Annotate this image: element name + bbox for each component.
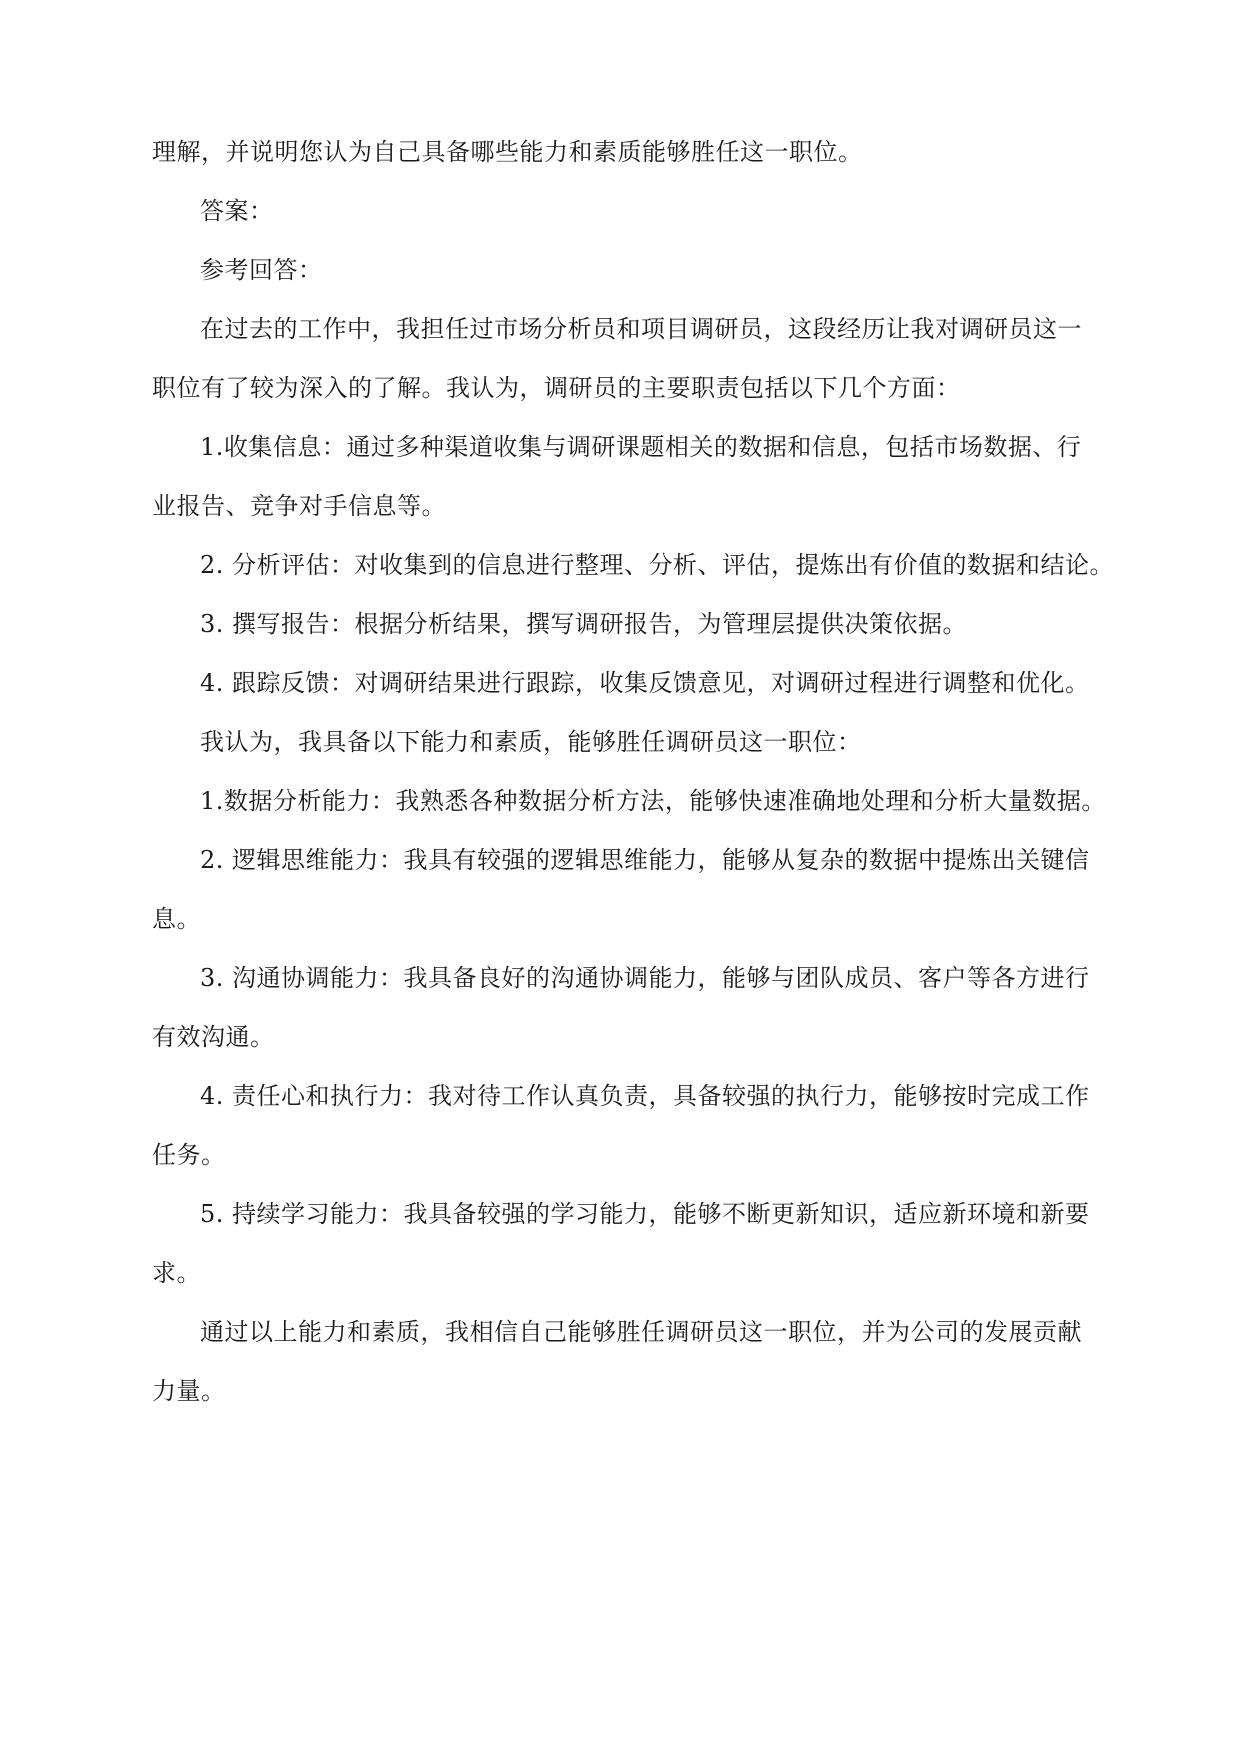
text-line: 3. 沟通协调能力：我具备良好的沟通协调能力，能够与团队成员、客户等各方进行 bbox=[200, 964, 1090, 992]
text-line: 4. 责任心和执行力：我对待工作认真负责，具备较强的执行力，能够按时完成工作 bbox=[200, 1082, 1090, 1110]
text-line: 在过去的工作中，我担任过市场分析员和项目调研员，这段经历让我对调研员这一 bbox=[200, 315, 1082, 343]
text-line: 任务。 bbox=[152, 1141, 226, 1169]
text-line: 1.数据分析能力：我熟悉各种数据分析方法，能够快速准确地处理和分析大量数据。 bbox=[200, 787, 1106, 815]
text-line: 答案： bbox=[200, 197, 274, 225]
text-line: 有效沟通。 bbox=[152, 1023, 275, 1051]
text-line: 求。 bbox=[152, 1259, 201, 1287]
text-line: 4. 跟踪反馈：对调研结果进行跟踪，收集反馈意见，对调研过程进行调整和优化。 bbox=[200, 669, 1090, 697]
text-line: 息。 bbox=[152, 905, 201, 933]
text-line: 职位有了较为深入的了解。我认为，调研员的主要职责包括以下几个方面： bbox=[152, 374, 961, 402]
text-line: 2. 分析评估：对收集到的信息进行整理、分析、评估，提炼出有价值的数据和结论。 bbox=[200, 551, 1115, 579]
text-line: 2. 逻辑思维能力：我具有较强的逻辑思维能力，能够从复杂的数据中提炼出关键信 bbox=[200, 846, 1090, 874]
text-line: 理解，并说明您认为自己具备哪些能力和素质能够胜任这一职位。 bbox=[152, 138, 863, 166]
text-line: 参考回答： bbox=[200, 256, 323, 284]
text-line: 力量。 bbox=[152, 1377, 226, 1405]
text-line: 通过以上能力和素质，我相信自己能够胜任调研员这一职位，并为公司的发展贡献 bbox=[200, 1318, 1082, 1346]
text-line: 1.收集信息：通过多种渠道收集与调研课题相关的数据和信息，包括市场数据、行 bbox=[200, 433, 1082, 461]
text-line: 3. 撰写报告：根据分析结果，撰写调研报告，为管理层提供决策依据。 bbox=[200, 610, 968, 638]
text-line: 5. 持续学习能力：我具备较强的学习能力，能够不断更新知识，适应新环境和新要 bbox=[200, 1200, 1090, 1228]
text-line: 业报告、竞争对手信息等。 bbox=[152, 492, 446, 520]
text-line: 我认为，我具备以下能力和素质，能够胜任调研员这一职位： bbox=[200, 728, 862, 756]
